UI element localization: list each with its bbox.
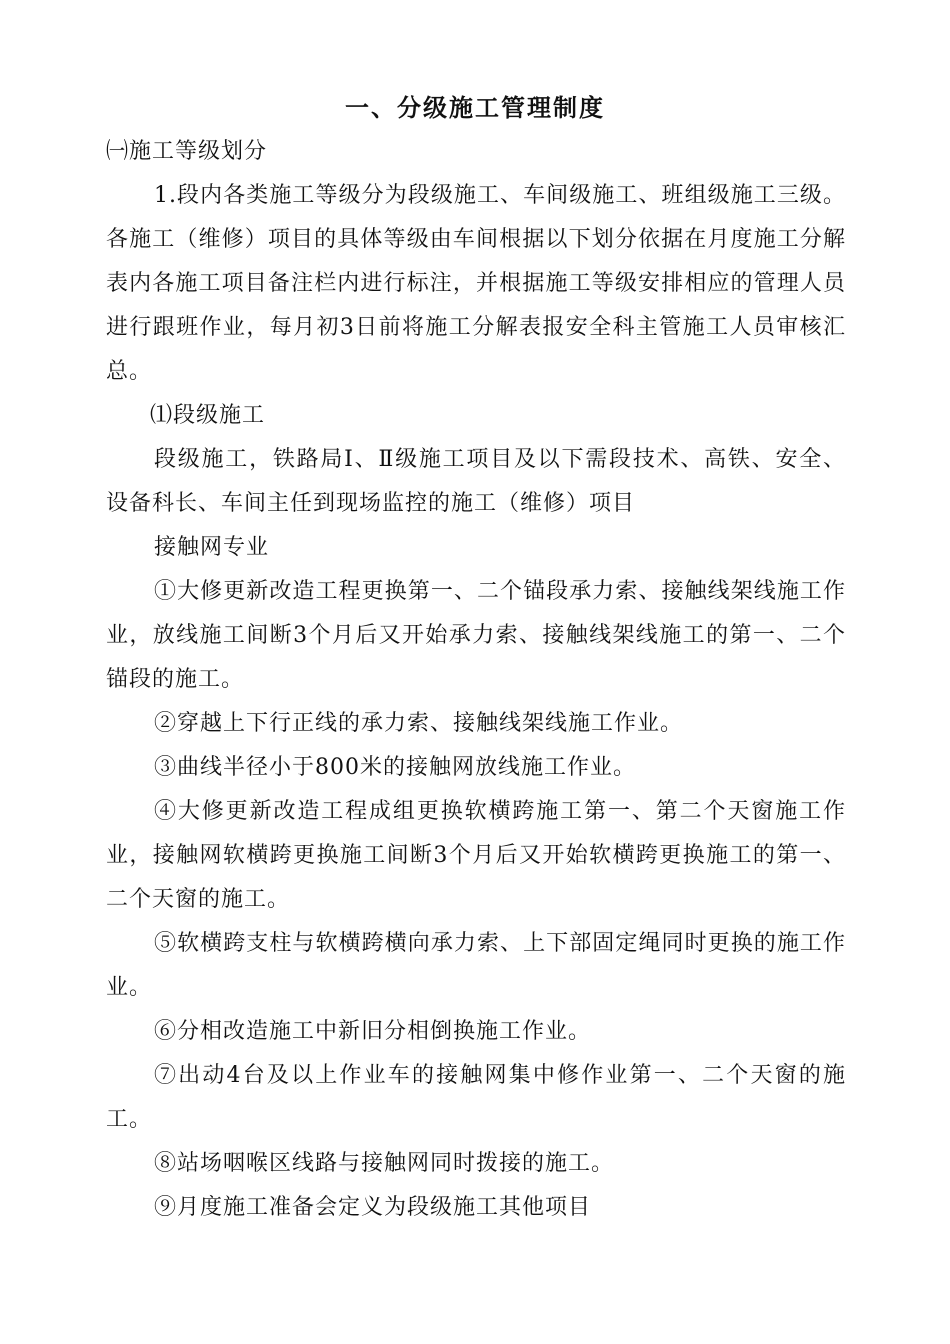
document-title: 一、分级施工管理制度 xyxy=(345,93,605,122)
list-item-6: ⑥分相改造施工中新旧分相倒换施工作业。 xyxy=(154,1019,592,1044)
list-item-7: ⑦出动4台及以上作业车的接触网集中修作业第一、二个天窗的施工。 xyxy=(106,1063,846,1132)
paragraph-1: 1.段内各类施工等级分为段级施工、车间级施工、班组级施工三级。各施工（维修）项目的具体等级由车间根据以下划分依据在月度施工分解表内各施工项目备注栏内进行标注，并根据施工等级安排相应的管理人员进行跟班作业，每月初3日前将施工分解表报安全科主管施工人员审核汇总。 xyxy=(106,183,846,384)
list-item-8: ⑧站场咽喉区线路与接触网同时拨接的施工。 xyxy=(154,1151,615,1176)
document-body xyxy=(106,130,846,1230)
list-item-4: ④大修更新改造工程成组更换软横跨施工第一、第二个天窗施工作业，接触网软横跨更换施工间断3个月后又开始软横跨更换施工的第一、二个天窗的施工。 xyxy=(106,799,846,912)
paragraph-2: 段级施工，铁路局Ⅰ、Ⅱ级施工项目及以下需段技术、高铁、安全、设备科长、车间主任到现场监控的施工（维修）项目 xyxy=(106,447,846,516)
list-item-1: ①大修更新改造工程更换第一、二个锚段承力索、接触线架线施工作业，放线施工间断3个月后又开始承力索、接触线架线施工的第一、二个锚段的施工。 xyxy=(106,579,846,692)
specialty-label: 接触网专业 xyxy=(154,535,270,560)
sub-heading-1: ⑴段级施工 xyxy=(150,403,266,428)
list-item-9: ⑨月度施工准备会定义为段级施工其他项目 xyxy=(154,1195,592,1220)
list-item-3: ③曲线半径小于800米的接触网放线施工作业。 xyxy=(154,755,636,780)
list-item-5: ⑤软横跨支柱与软横跨横向承力索、上下部固定绳同时更换的施工作业。 xyxy=(106,931,846,1000)
section-heading: ㈠施工等级划分 xyxy=(106,139,268,164)
list-item-2: ②穿越上下行正线的承力索、接触线架线施工作业。 xyxy=(154,711,684,736)
